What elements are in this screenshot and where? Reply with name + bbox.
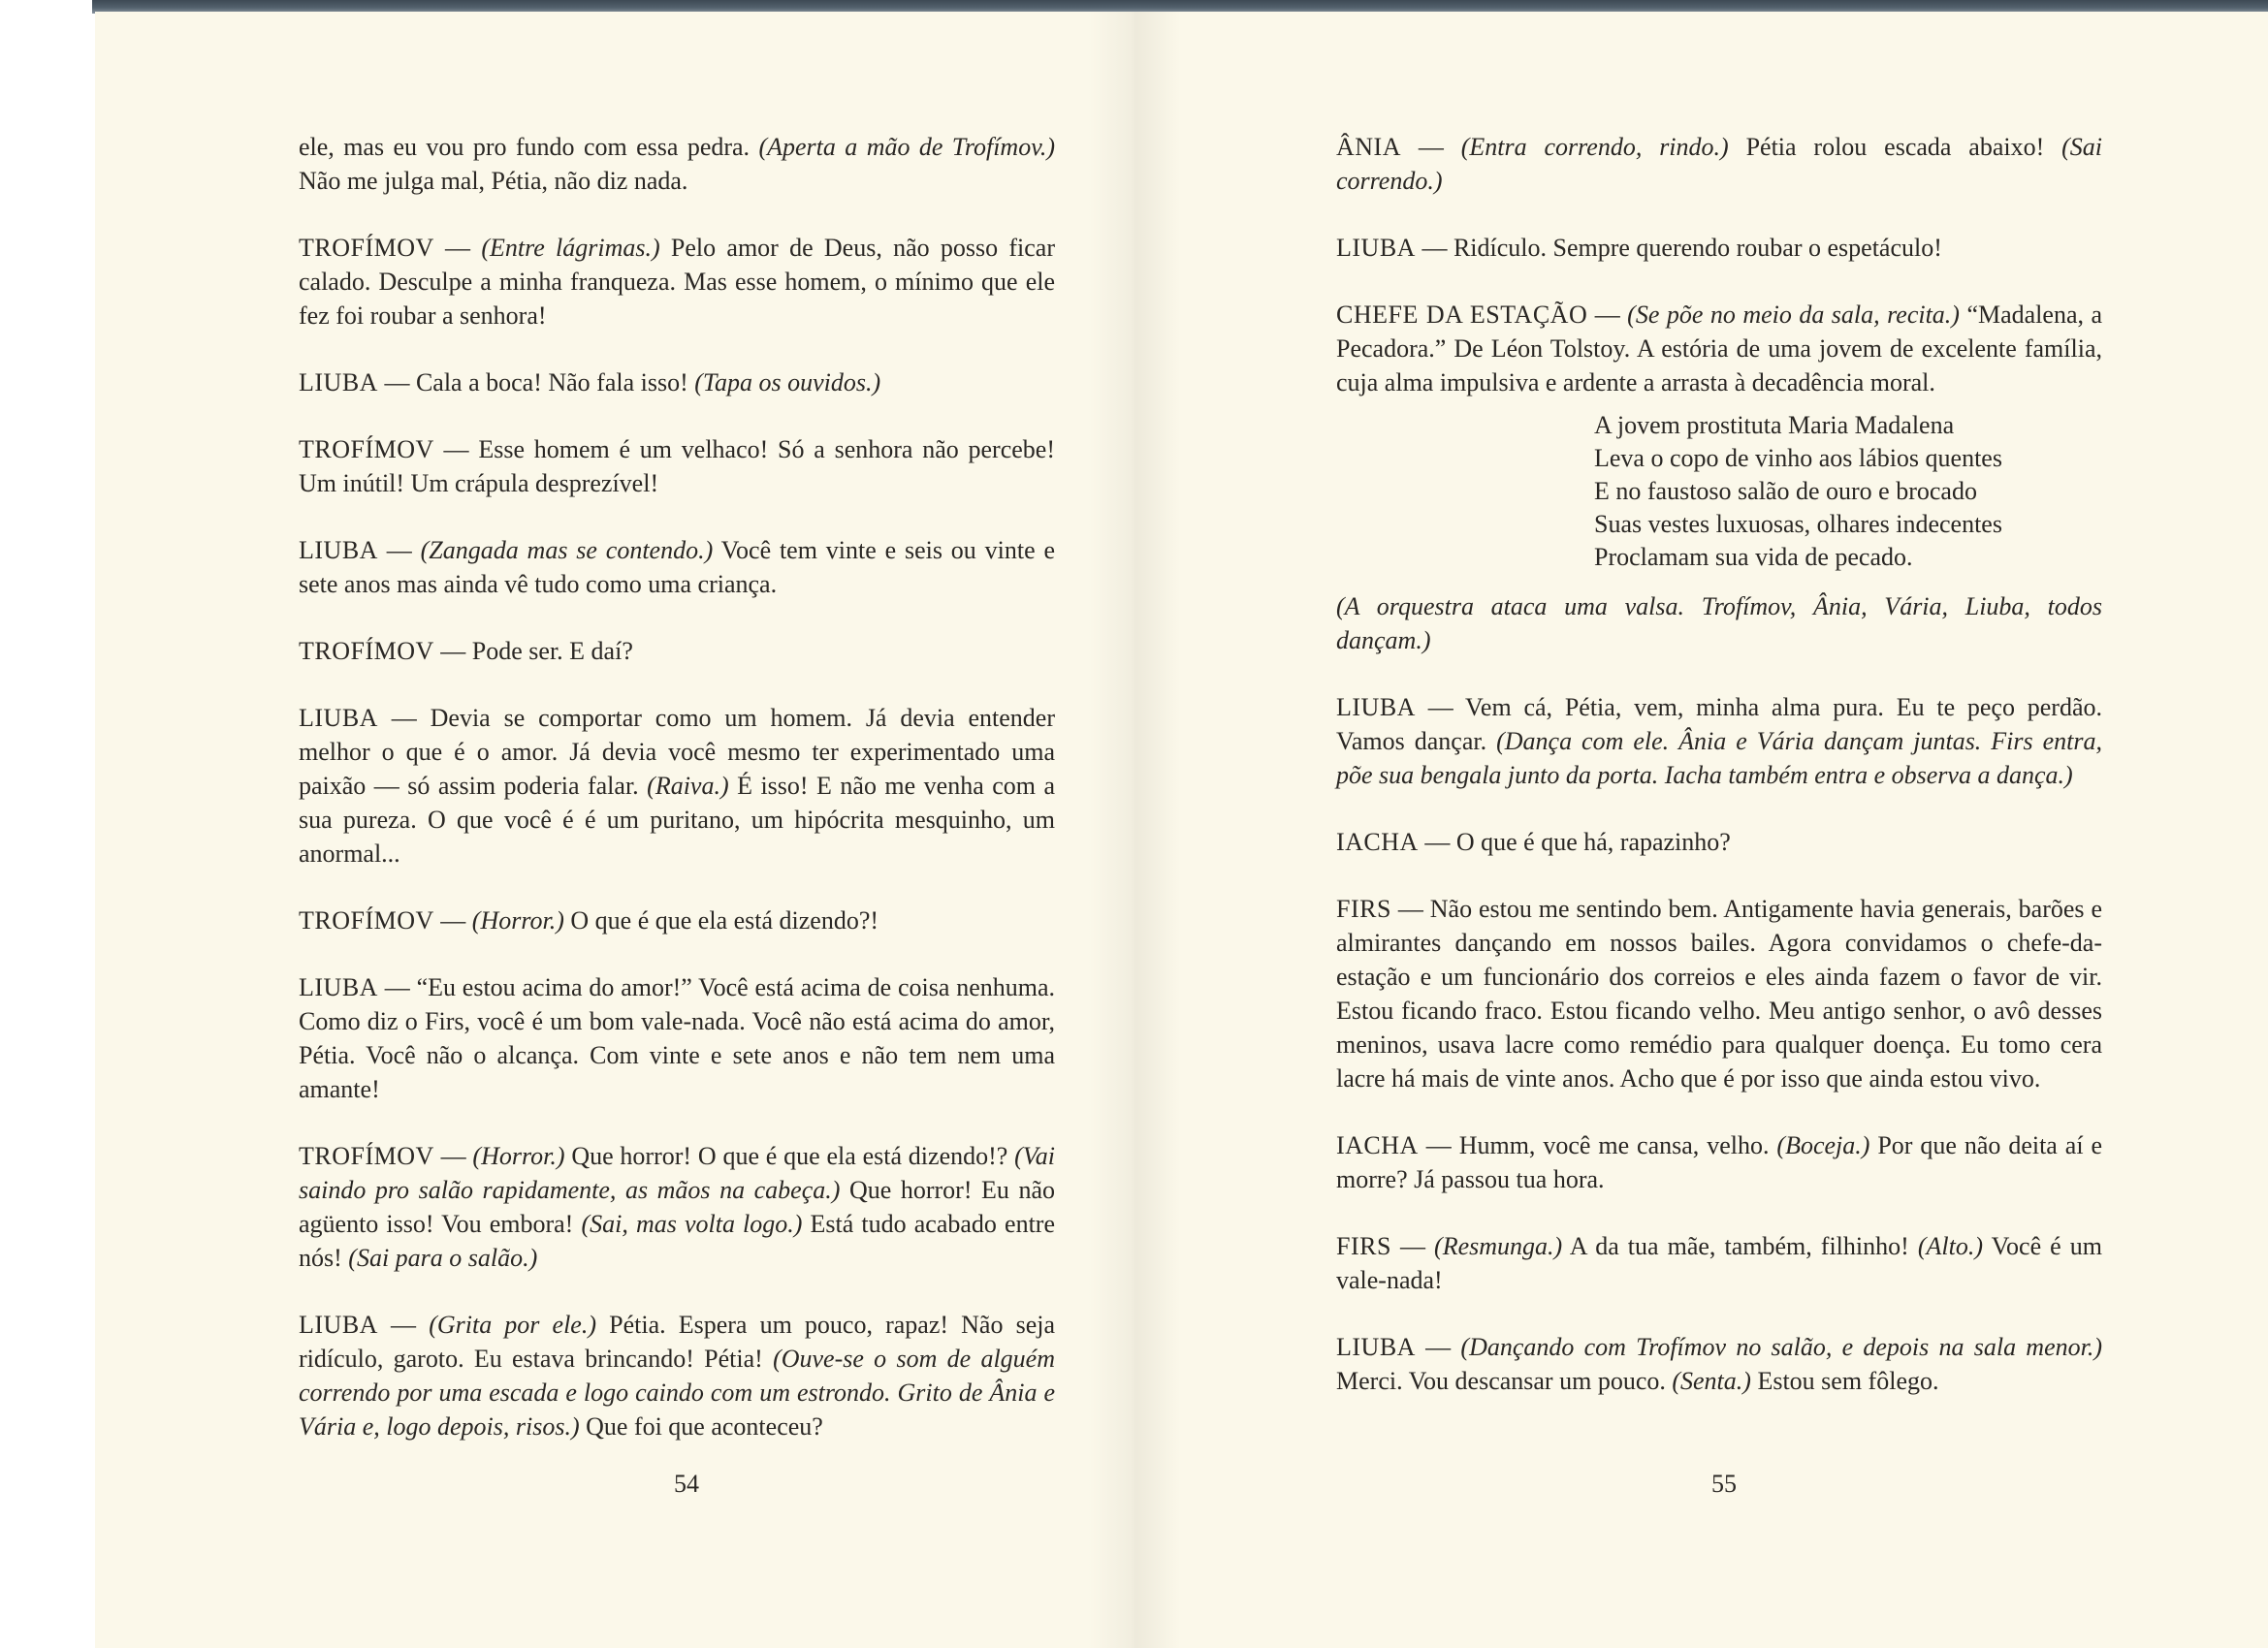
poem-line: E no faustoso salão de ouro e brocado [1594, 477, 1977, 505]
dialogue-text: É isso! E não me venha com a sua pureza. O que você é é um puritano, um hipócrita mesquinho, um anormal... [299, 772, 1055, 868]
speaker-name: LIUBA [299, 704, 378, 732]
dialogue-text: ele, mas eu vou pro fundo com essa pedra. [299, 133, 759, 161]
speaker-name: TROFÍMOV [299, 637, 434, 665]
poem-line: Leva o copo de vinho aos lábios quentes [1594, 444, 2002, 472]
dialogue-text: Estou sem fôlego. [1750, 1367, 1939, 1395]
speaker-name: CHEFE DA ESTAÇÃO [1336, 301, 1588, 329]
speaker-name: LIUBA [299, 536, 378, 564]
dialogue-text: Você tem vinte e seis ou vinte e sete anos mas ainda vê tudo como uma criança. [299, 536, 1056, 598]
speaker-name: IACHA [1336, 1131, 1419, 1159]
dialogue-text: — Devia se comportar como um homem. Já devia entender melhor o que é o amor. Já devia você mesmo ter experimentado uma paixão — só assim poderia falar. [299, 704, 1055, 800]
dialogue-text: — Cala a boca! Não fala isso! [377, 368, 695, 396]
dialogue-text: — Vem cá, Pétia, vem, minha alma pura. Eu te peço perdão. Vamos dançar. [1336, 693, 2102, 755]
dialogue-text: — [1401, 133, 1461, 161]
dialogue-paragraph [1336, 690, 2102, 792]
dialogue-paragraph [1336, 1229, 2102, 1297]
stage-direction: (Sai, mas volta logo.) [581, 1210, 803, 1238]
stage-direction: (Tapa os ouvidos.) [694, 368, 881, 396]
dialogue-text: Você é um vale-nada! [1336, 1232, 2102, 1294]
dialogue-text: — [1390, 1232, 1435, 1260]
dialogue-text: — Ridículo. Sempre querendo roubar o espetáculo! [1415, 234, 1942, 262]
stage-direction: (Aperta a mão de Trofímov.) [758, 133, 1055, 161]
stage-direction: (Resmunga.) [1434, 1232, 1563, 1260]
speaker-name: LIUBA [299, 1311, 378, 1339]
dialogue-text: Por que não deita aí e morre? Já passou tua hora. [1336, 1131, 2103, 1193]
poem-line: Proclamam sua vida de pecado. [1594, 543, 1913, 571]
stage-direction: (Vai saindo pro salão rapidamente, as mãos na cabeça.) [299, 1142, 1056, 1204]
dialogue-text: — [1415, 1333, 1461, 1361]
dialogue-text: A da tua mãe, também, filhinho! [1562, 1232, 1918, 1260]
speaker-name: FIRS [1336, 1232, 1391, 1260]
dialogue-paragraph [299, 1308, 1055, 1443]
dialogue-text: — Humm, você me cansa, velho. [1418, 1131, 1777, 1159]
speaker-name: ÂNIA [1336, 133, 1401, 161]
stage-direction: (Dançando com Trofímov no salão, e depois na sala menor.) [1460, 1333, 2103, 1361]
dialogue-paragraph [1336, 589, 2102, 657]
dialogue-paragraph [299, 432, 1055, 500]
poem-block [1594, 409, 2102, 574]
stage-direction: (Boceja.) [1776, 1131, 1870, 1159]
speaker-name: TROFÍMOV [299, 1142, 434, 1170]
dialogue-paragraph [299, 231, 1055, 333]
left-page-text [299, 130, 1055, 1476]
poem-line: A jovem prostituta Maria Madalena [1594, 411, 1955, 439]
stage-direction: (Horror.) [471, 906, 564, 935]
dialogue-text: Pétia. Espera um pouco, rapaz! Não seja ridículo, garoto. Eu estava brincando! Pétia! [299, 1311, 1056, 1373]
stage-direction: (Senta.) [1672, 1367, 1751, 1395]
stage-direction: (Raiva.) [647, 772, 729, 800]
dialogue-text: Não me julga mal, Pétia, não diz nada. [299, 167, 688, 195]
dialogue-text: “Madalena, a Pecadora.” De Léon Tolstoy. A estória de uma jovem de excelente família, cuja alma impulsiva e ardente a arrasta à decadência moral. [1336, 301, 2102, 396]
right-page-text [1336, 130, 2102, 1431]
dialogue-text: Que horror! O que é que ela está dizendo!? [564, 1142, 1015, 1170]
dialogue-paragraph [299, 903, 1055, 937]
dialogue-text: — Pode ser. E daí? [433, 637, 633, 665]
dialogue-paragraph [1336, 825, 2102, 859]
dialogue-text: — [433, 234, 482, 262]
dialogue-text: — [433, 1142, 473, 1170]
dialogue-paragraph [299, 533, 1055, 601]
speaker-name: IACHA [1336, 828, 1419, 856]
stage-direction: (Ouve-se o som de alguém correndo por uma escada e logo caindo com um estrondo. Grito de Ânia e Vária e, logo depois, risos.) [299, 1345, 1055, 1441]
dialogue-text: — O que é que há, rapazinho? [1418, 828, 1731, 856]
stage-direction: (Dança com ele. Ânia e Vária dançam juntas. Firs entra, põe sua bengala junto da porta. Iacha também entra e observa a dança.) [1336, 727, 2102, 789]
stage-direction: (Horror.) [472, 1142, 565, 1170]
speaker-name: LIUBA [1336, 693, 1416, 721]
page-number-right: 55 [1711, 1470, 1737, 1498]
dialogue-paragraph [299, 365, 1055, 399]
dialogue-paragraph [299, 130, 1055, 198]
dialogue-text: — [377, 536, 421, 564]
dialogue-text: Que foi que aconteceu? [579, 1412, 823, 1441]
stage-direction: (Entre lágrimas.) [481, 234, 660, 262]
dialogue-paragraph [1336, 130, 2102, 198]
dialogue-paragraph [1336, 231, 2102, 265]
poem-line: Suas vestes luxuosas, olhares indecentes [1594, 510, 2002, 538]
stage-direction: (Alto.) [1917, 1232, 1984, 1260]
dialogue-paragraph [299, 634, 1055, 668]
dialogue-paragraph [1336, 298, 2102, 399]
dialogue-text: Está tudo acabado entre nós! [299, 1210, 1055, 1272]
speaker-name: LIUBA [1336, 234, 1416, 262]
dialogue-text: — [433, 906, 472, 935]
dialogue-text: — “Eu estou acima do amor!” Você está acima de coisa nenhuma. Como diz o Firs, você é um bom vale-nada. Você não está acima do amor, Pétia. Você não o alcança. Com vinte e sete anos e não tem nem uma amante! [299, 973, 1055, 1103]
dialogue-text: — [377, 1311, 430, 1339]
dialogue-text: Que horror! Eu não agüento isso! Vou embora! [299, 1176, 1055, 1238]
speaker-name: FIRS [1336, 895, 1391, 923]
stage-direction: (Sai correndo.) [1336, 133, 2103, 195]
speaker-name: TROFÍMOV [299, 435, 434, 463]
dialogue-text: Pétia rolou escada abaixo! [1728, 133, 2062, 161]
speaker-name: LIUBA [299, 368, 378, 396]
dialogue-paragraph [1336, 1128, 2102, 1196]
stage-direction: (Entra correndo, rindo.) [1460, 133, 1729, 161]
stage-direction: (Zangada mas se contendo.) [420, 536, 714, 564]
dialogue-text: — Esse homem é um velhaco! Só a senhora não percebe! Um inútil! Um crápula desprezível! [299, 435, 1055, 497]
dialogue-text: Pelo amor de Deus, não posso ficar calado. Desculpe a minha franqueza. Mas esse homem, o mínimo que ele fez foi roubar a senhora! [299, 234, 1056, 330]
dialogue-paragraph [1336, 1330, 2102, 1398]
speaker-name: LIUBA [299, 973, 378, 1001]
dialogue-text: — Não estou me sentindo bem. Antigamente havia generais, barões e almirantes dançando em nossos bailes. Agora convidamos o chefe-da-estação e um funcionário dos correios e eles ainda fazem o favor de vir. Estou ficando fraco. Estou ficando velho. Meu antigo senhor, o avô desses meninos, usava lacre como remédio para qualquer doença. Eu tomo cera lacre há mais de vinte anos. Acho que é por isso que ainda estou vivo. [1336, 895, 2102, 1093]
stage-direction: (Sai para o salão.) [348, 1244, 538, 1272]
dialogue-text: O que é que ela está dizendo?! [563, 906, 879, 935]
dialogue-paragraph [299, 1139, 1055, 1275]
dialogue-text: — [1587, 301, 1628, 329]
speaker-name: TROFÍMOV [299, 906, 434, 935]
stage-direction: (A orquestra ataca uma valsa. Trofímov, Ânia, Vária, Liuba, todos dançam.) [1336, 592, 2102, 654]
speaker-name: LIUBA [1336, 1333, 1416, 1361]
dialogue-paragraph [299, 970, 1055, 1106]
speaker-name: TROFÍMOV [299, 234, 434, 262]
dialogue-paragraph [299, 701, 1055, 871]
dialogue-text: Merci. Vou descansar um pouco. [1336, 1367, 1673, 1395]
page-number-left: 54 [674, 1470, 699, 1498]
stage-direction: (Grita por ele.) [429, 1311, 597, 1339]
dialogue-paragraph [1336, 892, 2102, 1095]
stage-direction: (Se põe no meio da sala, recita.) [1627, 301, 1960, 329]
book-gutter [1088, 12, 1181, 1648]
